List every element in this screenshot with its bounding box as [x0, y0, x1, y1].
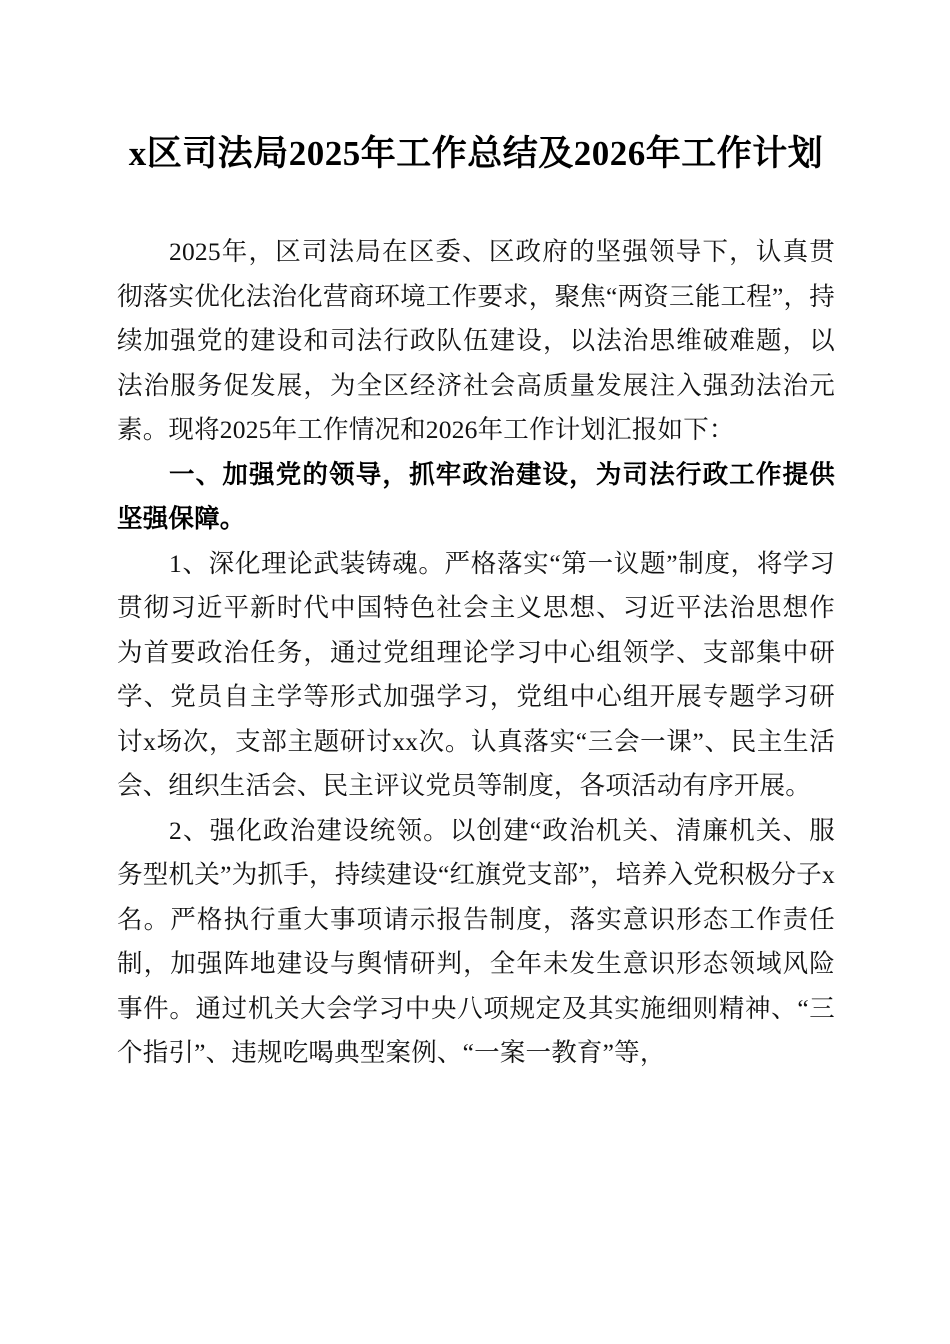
- paragraph-item-2: 2、强化政治建设统领。以创建“政治机关、清廉机关、服务型机关”为抓手，持续建设“红旗党支部”，培养入党积极分子x名。严格执行重大事项请示报告制度，落实意识形态工作责任制，加强阵地建设与舆情研判，全年未发生意识形态领域风险事件。通过机关大会学习中央八项规定及其实施细则精神、“三个指引”、违规吃喝典型案例、“一案一教育”等，: [117, 815, 835, 1067]
- paragraph-item-1: 1、深化理论武装铸魂。严格落实“第一议题”制度，将学习贯彻习近平新时代中国特色社会主义思想、习近平法治思想作为首要政治任务，通过党组理论学习中心组领学、支部集中研学、党员自主学等形式加强学习，党组中心组开展专题学习研讨x场次，支部主题研讨xx次。认真落实“三会一课”、民主生活会、组织生活会、民主评议党员等制度，各项活动有序开展。: [117, 548, 835, 800]
- paragraph-intro: 2025年，区司法局在区委、区政府的坚强领导下，认真贯彻落实优化法治化营商环境工作要求，聚焦“两资三能工程”，持续加强党的建设和司法行政队伍建设，以法治思维破难题，以法治服务促发展，为全区经济社会高质量发展注入强劲法治元素。现将2025年工作情况和2026年工作计划汇报如下：: [117, 237, 835, 444]
- page-content: [117, 0, 835, 1076]
- section-heading-one: 一、加强党的领导，抓牢政治建设，为司法行政工作提供坚强保障。: [117, 460, 835, 533]
- document-title: x区司法局2025年工作总结及2026年工作计划: [128, 134, 824, 173]
- document-body: [117, 230, 835, 1076]
